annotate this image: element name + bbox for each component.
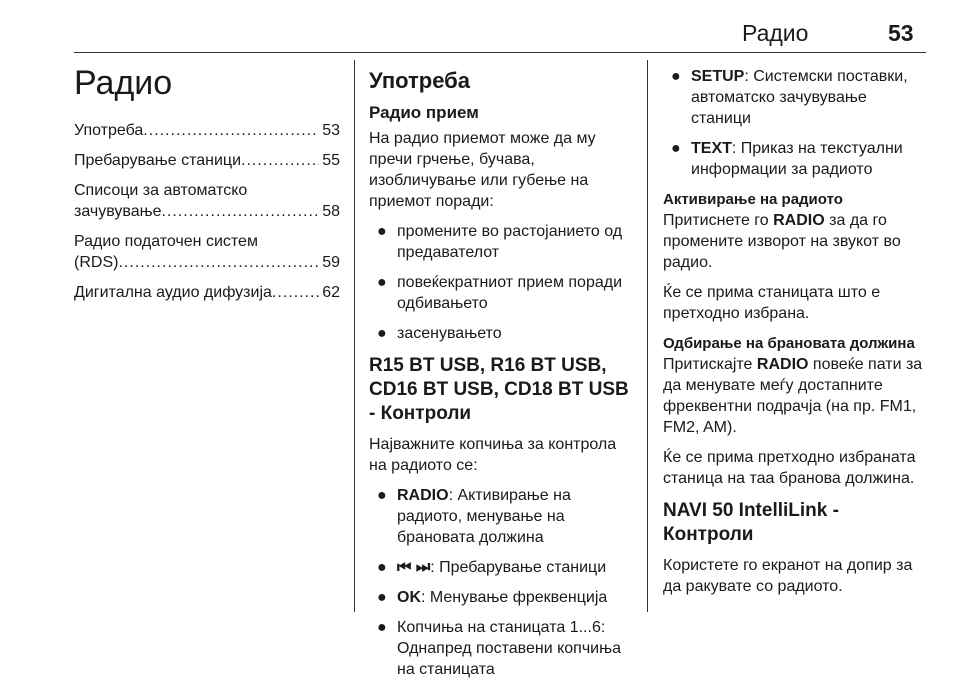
heading-select-band: Одбирање на брановата должина xyxy=(663,335,915,352)
toc-entry-row xyxy=(74,201,340,222)
page-number: 53 xyxy=(888,20,914,46)
toc-entry-row xyxy=(74,282,340,303)
toc-entry[interactable] xyxy=(74,120,340,141)
seek-icon: ⏮ ⏭ xyxy=(397,559,431,576)
toc-entry-row xyxy=(74,150,340,171)
toc-leader-dots xyxy=(143,120,319,141)
paragraph: Користете го екранот на допир за да ракувате со радиото. xyxy=(663,557,913,595)
list-item: ● Копчиња на станицата 1...6: Однапред поставени копчиња на станицата xyxy=(377,619,622,678)
paragraph: На радио приемот може да му пречи грчење, бучава, изобличување или губење на приемот поради: xyxy=(369,130,596,210)
paragraph: Притиснете го RADIO за да го промените изворот на звукот во радио. xyxy=(663,212,901,271)
subsection-controls: R15 BT USB, R16 BT USB, CD16 BT USB, CD18 BT USB - Контроли xyxy=(369,355,629,424)
toc-entry-page: 62 xyxy=(322,284,340,301)
toc-entry-page: 55 xyxy=(322,152,340,169)
toc-leader-dots xyxy=(118,252,319,273)
toc-entry-row xyxy=(74,120,340,141)
toc-entry-label: Пребарување станици xyxy=(74,152,242,169)
bullet-icon: ● xyxy=(377,223,387,240)
paragraph: Ќе се прима претходно избраната станица на таа бранова должина. xyxy=(663,449,916,487)
list-item: ● SETUP: Системски поставки, автоматско зачувување станици xyxy=(671,68,908,127)
toc-entry-page: 53 xyxy=(322,122,340,139)
toc-column xyxy=(74,60,340,312)
paragraph: Притискајте RADIO повеќе пати за да менувате меѓу достапните фреквентни подрачја (на пр. FM1, FM2, AM). xyxy=(663,356,923,436)
toc-entry[interactable] xyxy=(74,180,340,222)
toc-entry[interactable] xyxy=(74,231,340,273)
key-label: RADIO xyxy=(756,356,809,373)
toc-entry-label: Дигитална аудио дифузија xyxy=(74,284,272,301)
paragraph: Најважните копчиња за контрола на радиото се: xyxy=(369,436,617,474)
list-item: ● OK: Менување фреквенција xyxy=(377,589,608,606)
bullet-icon: ● xyxy=(377,325,387,342)
list-item: ● засенувањето xyxy=(377,325,502,342)
toc-entry-label: Употреба xyxy=(74,122,144,139)
toc-list xyxy=(74,120,340,303)
bullet-icon: ● xyxy=(671,140,681,157)
bullet-icon: ● xyxy=(377,619,387,636)
bullet-icon: ● xyxy=(671,68,681,85)
subsection-radio-reception: Радио прием xyxy=(369,103,479,122)
column-divider xyxy=(647,60,648,612)
column-divider xyxy=(354,60,355,612)
list-item: ● TEXT: Приказ на текстуални информации за радиото xyxy=(671,140,903,178)
bullet-icon: ● xyxy=(377,487,387,504)
bullet-icon: ● xyxy=(377,274,387,291)
bullet-list xyxy=(369,221,633,344)
key-label: OK xyxy=(397,589,421,606)
toc-leader-dots xyxy=(272,282,319,303)
controls-list xyxy=(663,66,927,180)
controls-list xyxy=(369,485,633,680)
key-label: RADIO xyxy=(773,212,825,229)
list-item: ● ⏮ ⏭: Пребарување станици xyxy=(377,559,607,576)
toc-entry[interactable] xyxy=(74,282,340,303)
header-rule xyxy=(74,52,926,53)
paragraph: Ќе се прима станицата што е претходно избрана. xyxy=(663,284,881,322)
bullet-icon: ● xyxy=(377,589,387,606)
key-label: RADIO xyxy=(397,487,449,504)
subsection-navi-controls: NAVI 50 IntelliLink - Контроли xyxy=(663,500,839,545)
toc-entry-row xyxy=(74,252,340,273)
key-label: SETUP xyxy=(691,68,745,85)
list-item: ● RADIO: Активирање на радиото, менување на брановата должина xyxy=(377,487,571,546)
bullet-icon: ● xyxy=(377,559,387,576)
toc-entry-line: Радио податочен систем xyxy=(74,233,258,250)
toc-entry-label: зачувување xyxy=(74,203,162,220)
toc-leader-dots xyxy=(161,201,319,222)
content-column-3 xyxy=(663,60,927,606)
toc-entry-label: (RDS) xyxy=(74,254,119,271)
toc-leader-dots xyxy=(241,150,319,171)
toc-entry-line: Списоци за автоматско xyxy=(74,182,248,199)
list-item: ● промените во растојанието од предавателот xyxy=(377,223,623,261)
toc-entry-page: 58 xyxy=(322,203,340,220)
heading-activate-radio: Активирање на радиото xyxy=(663,191,843,208)
content-column-2 xyxy=(369,60,633,689)
key-label: TEXT xyxy=(691,140,732,157)
chapter-title: Радио xyxy=(74,64,173,102)
toc-entry-page: 59 xyxy=(322,254,340,271)
toc-entry[interactable] xyxy=(74,150,340,171)
list-item: ● повеќекратниот прием поради одбивањето xyxy=(377,274,623,312)
section-title-usage: Употреба xyxy=(369,68,471,93)
header-title: Радио xyxy=(742,20,809,46)
